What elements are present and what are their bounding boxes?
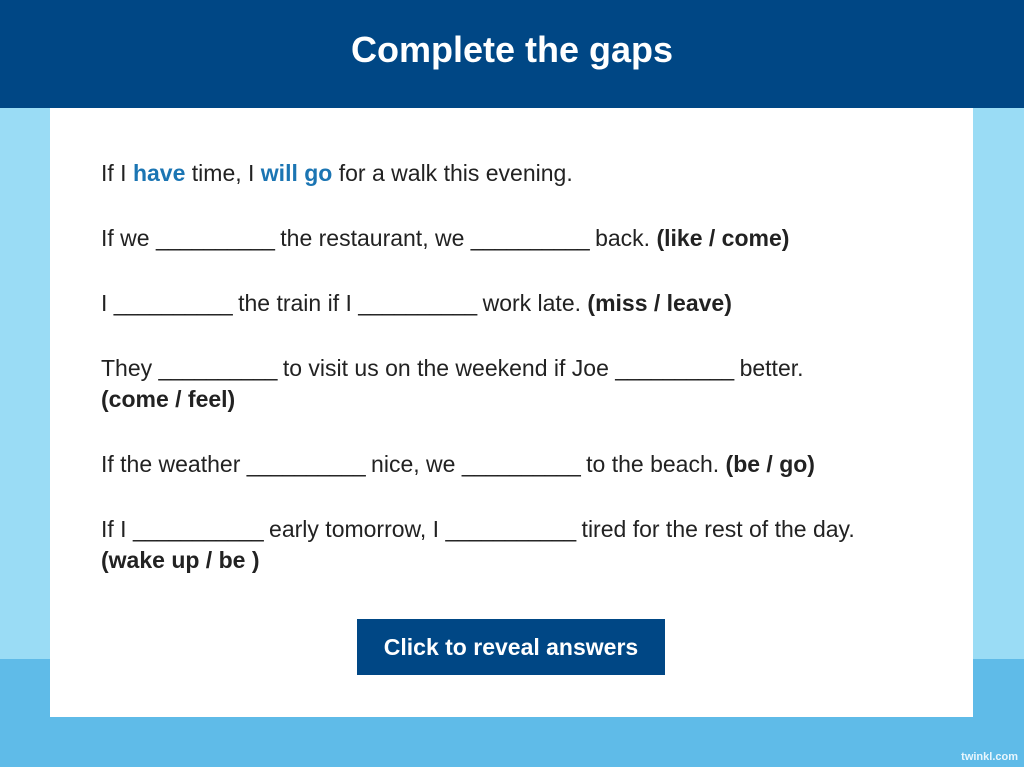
- sentence-text: If the weather: [101, 451, 247, 477]
- question-list: [101, 158, 941, 610]
- sentence-text: early tomorrow, I: [262, 516, 446, 542]
- verb-hint: (like / come): [656, 225, 790, 251]
- sentence-text: If I: [101, 516, 133, 542]
- sentence-text: time, I: [185, 160, 261, 186]
- sentence-text: If we: [101, 225, 156, 251]
- question-sentence: [101, 288, 941, 319]
- sentence-text: the train if I: [231, 290, 359, 316]
- sentence-text: for a walk this evening.: [332, 160, 573, 186]
- sentence-text: back.: [588, 225, 657, 251]
- question-sentence: [101, 449, 941, 480]
- question-sentence: [101, 514, 941, 576]
- verb-hint: (be / go): [725, 451, 815, 477]
- page-title: Complete the gaps: [350, 29, 674, 70]
- sentence-text: tired for the rest of the day.: [575, 516, 855, 542]
- sentence-text: better.: [733, 355, 804, 381]
- question-sentence: [101, 353, 941, 415]
- question-sentence: [101, 158, 941, 189]
- example-answer: have: [132, 160, 186, 186]
- question-sentence: [101, 223, 941, 254]
- sentence-text: I: [101, 290, 114, 316]
- answer-blank: ___________: [445, 516, 576, 542]
- exercise-card: [50, 108, 973, 717]
- watermark-logo: twinkl.com: [961, 751, 1018, 763]
- sentence-text: nice, we: [364, 451, 462, 477]
- example-answer: will go: [260, 160, 333, 186]
- reveal-answers-button[interactable]: Click to reveal answers: [357, 619, 665, 675]
- sentence-text: work late.: [476, 290, 588, 316]
- sentence-text: to the beach.: [579, 451, 726, 477]
- sentence-text: If I: [101, 160, 133, 186]
- sentence-text: They: [101, 355, 159, 381]
- header-bar: [0, 0, 1024, 108]
- answer-blank: __________: [615, 355, 734, 381]
- answer-blank: __________: [155, 225, 274, 251]
- answer-blank: __________: [358, 290, 477, 316]
- answer-blank: __________: [158, 355, 277, 381]
- verb-hint: (come / feel): [101, 386, 236, 412]
- answer-blank: ___________: [132, 516, 263, 542]
- answer-blank: __________: [113, 290, 232, 316]
- sentence-text: the restaurant, we: [273, 225, 471, 251]
- sentence-text: to visit us on the weekend if Joe: [276, 355, 616, 381]
- answer-blank: __________: [246, 451, 365, 477]
- verb-hint: (miss / leave): [587, 290, 732, 316]
- answer-blank: __________: [461, 451, 580, 477]
- answer-blank: __________: [470, 225, 589, 251]
- verb-hint: (wake up / be ): [101, 547, 260, 573]
